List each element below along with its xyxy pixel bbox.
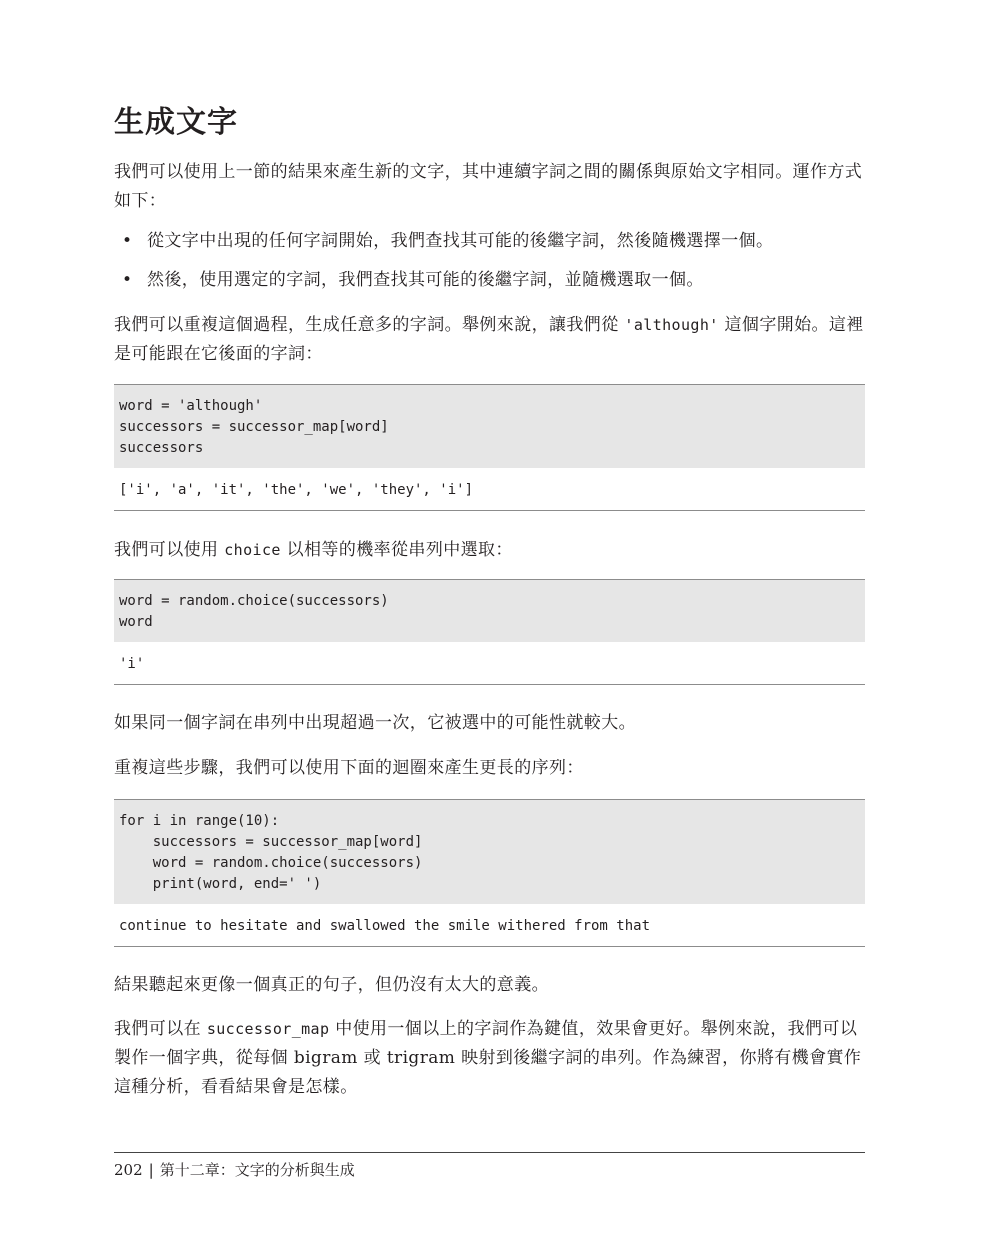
code-input <box>114 579 865 642</box>
intro-paragraph: 我們可以使用上一節的結果來產生新的文字，其中連續字詞之間的關係與原始文字相同。運作方式如下： <box>114 162 863 211</box>
text-run: 或 <box>357 1048 387 1068</box>
bullet-text: 從文字中出現的任何字詞開始，我們查找其可能的後繼字詞，然後隨機選擇一個。 <box>147 231 774 251</box>
bullet-text: 然後，使用選定的字詞，我們查找其可能的後繼字詞，並隨機選取一個。 <box>147 270 704 290</box>
bullet-dot: • <box>122 231 133 251</box>
code-output <box>114 642 865 685</box>
page-number: 202 <box>114 1161 143 1179</box>
chapter-title: 第十二章：文字的分析與生成 <box>159 1161 355 1179</box>
text-run: 這個字開始。這裡是可能跟在它後面的字詞： <box>114 315 864 364</box>
code-line: print(word, end=' ') <box>119 876 322 892</box>
code-line: ['i', 'a', 'it', 'the', 'we', 'they', 'i'] <box>119 482 474 498</box>
code-output <box>114 904 865 947</box>
code-line: word = random.choice(successors) <box>119 593 389 609</box>
paragraph-loop: 重複這些步驟，我們可以使用下面的迴圈來產生更長的序列： <box>114 758 584 778</box>
page-footer <box>114 1159 355 1181</box>
text-run: 以相等的機率從串列中選取： <box>280 540 513 560</box>
code-line: successors = successor_map[word] <box>119 834 423 850</box>
code-output <box>114 468 865 511</box>
code-line: for i in range(10): <box>119 813 280 829</box>
paragraph-result: 結果聽起來更像一個真正的句子，但仍沒有太大的意義。 <box>114 975 549 995</box>
text-run: 我們可以使用 <box>114 540 225 560</box>
term-bigram: bigram <box>293 1048 358 1068</box>
paragraph-probability: 如果同一個字詞在串列中出現超過一次，它被選中的可能性就較大。 <box>114 713 636 733</box>
text-run: 我們可以重複這個過程，生成任意多的字詞。舉例來說，讓我們從 <box>114 315 625 335</box>
code-line: word = 'although' <box>119 398 263 414</box>
inline-code: choice <box>224 541 281 559</box>
footer-rule <box>114 1152 865 1153</box>
code-line: word <box>119 614 153 630</box>
paragraph-exercise <box>114 1015 865 1102</box>
code-line: 'i' <box>119 656 145 672</box>
bullet-dot: • <box>122 270 133 290</box>
paragraph-choice <box>114 536 865 565</box>
text-run: 映射到後繼字詞的串列。作為練習，你將有機會實作這種分析，看看結果會是怎樣。 <box>114 1048 862 1097</box>
inline-code: 'although' <box>624 316 719 334</box>
term-trigram: trigram <box>386 1048 456 1068</box>
code-block-choice <box>114 579 865 685</box>
text-run: 中使用一個以上的字詞作為鍵值，效果會更好。舉例來說，我們可以製作一個字典，從每個 <box>114 1019 858 1068</box>
code-input <box>114 384 865 468</box>
text-run: 我們可以在 <box>114 1019 207 1039</box>
paragraph-although <box>114 311 865 369</box>
code-block-loop <box>114 799 865 947</box>
code-line: word = random.choice(successors) <box>119 855 423 871</box>
code-line: successors <box>119 440 204 456</box>
code-input <box>114 799 865 904</box>
code-block-successors <box>114 384 865 511</box>
code-line: continue to hesitate and swallowed the smile withered from that <box>119 918 651 934</box>
footer-separator: | <box>148 1161 154 1179</box>
section-heading: 生成文字 <box>114 105 238 140</box>
inline-code: successor_map <box>206 1020 330 1038</box>
code-line: successors = successor_map[word] <box>119 419 389 435</box>
